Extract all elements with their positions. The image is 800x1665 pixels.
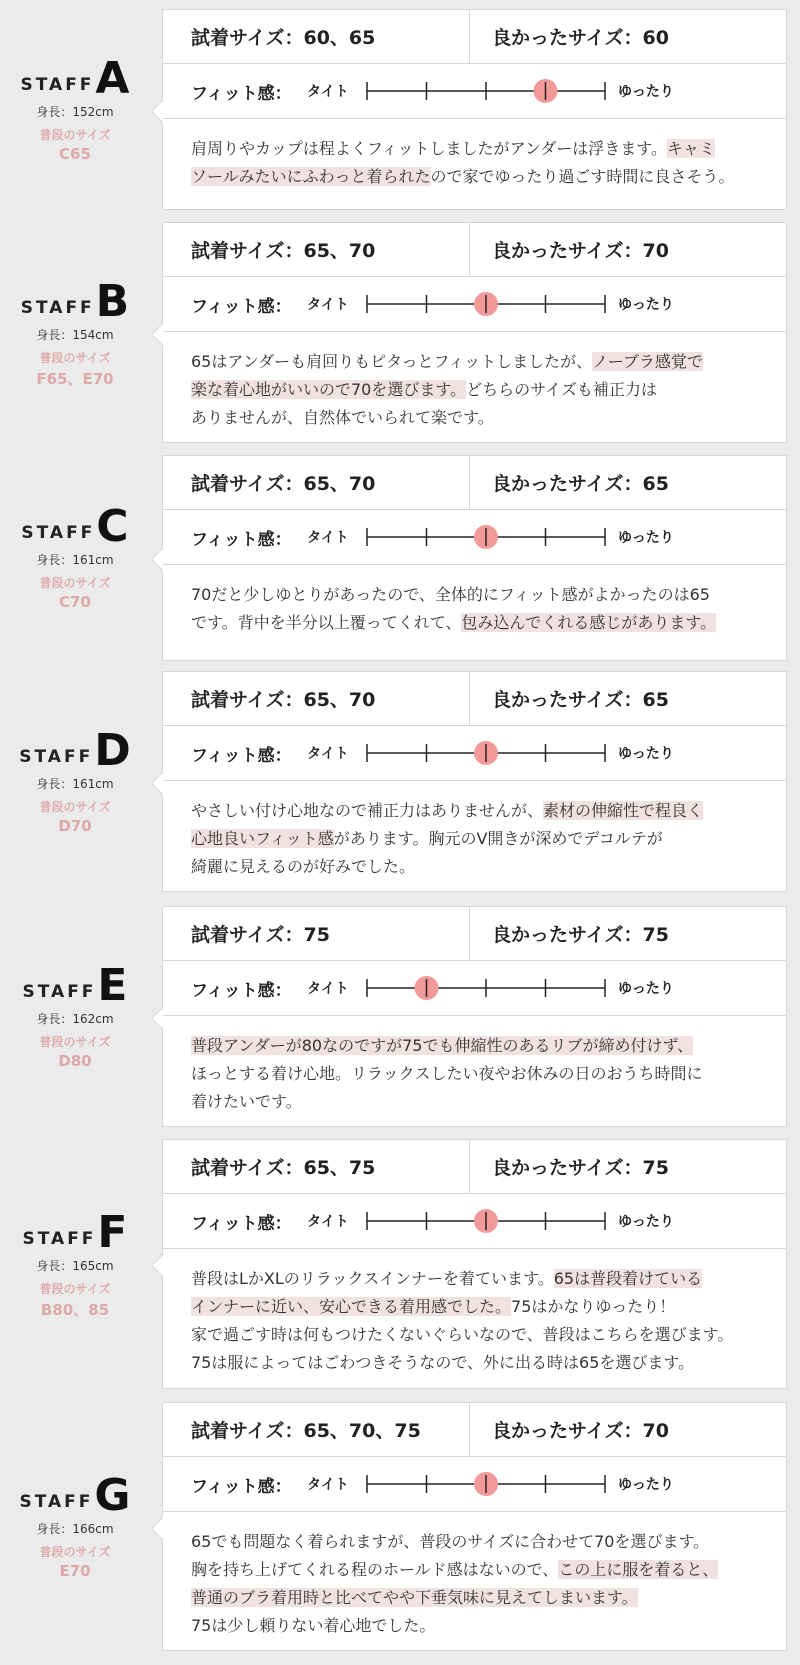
comment-line	[191, 1293, 764, 1321]
staff-info	[0, 959, 150, 1070]
staff-info	[0, 275, 150, 389]
staff-letter: F	[97, 1207, 128, 1258]
fit-right-label: ゆったり	[618, 84, 674, 100]
usual-size-value: E70	[59, 1561, 91, 1580]
fit-label: フィット感：	[191, 981, 292, 1001]
fit-right-label: ゆったり	[618, 1477, 674, 1493]
comment-line	[191, 1088, 764, 1116]
staff-title	[0, 275, 150, 327]
staff-info	[0, 52, 150, 163]
staff-height: 身長：152cm	[36, 104, 114, 119]
fit-row	[163, 1457, 786, 1512]
staff-title	[0, 52, 150, 104]
review-comment	[163, 1512, 786, 1654]
best-size: 良かったサイズ：65	[492, 473, 669, 495]
review-card	[162, 9, 787, 210]
comment-highlight: 普段アンダーが80なのですが75でも伸縮性のあるリブが締め付けず、	[191, 1036, 694, 1055]
comment-line	[191, 1060, 764, 1088]
tried-size: 試着サイズ：75	[163, 907, 470, 960]
comment-line	[191, 135, 764, 163]
size-row	[163, 1403, 786, 1457]
comment-text: 綺麗に見えるのが好みでした。	[191, 857, 416, 876]
staff-word: STAFF	[19, 1491, 94, 1512]
staff-row	[0, 1139, 800, 1389]
tried-size: 試着サイズ：65、75	[163, 1140, 470, 1193]
staff-letter: D	[94, 724, 131, 776]
comment-highlight: ソールみたいにふわっと着られた	[191, 167, 431, 186]
comment-line	[191, 1612, 764, 1640]
staff-word: STAFF	[20, 297, 95, 318]
staff-letter: C	[96, 501, 129, 552]
staff-row	[0, 222, 800, 443]
fit-left-label: タイト	[307, 530, 349, 546]
staff-title	[0, 501, 150, 552]
comment-line	[191, 1032, 764, 1060]
size-row	[163, 456, 786, 510]
fit-row	[163, 726, 786, 781]
comment-text: どちらのサイズも補正力は	[466, 380, 657, 399]
fit-row	[163, 961, 786, 1016]
staff-title	[0, 1207, 150, 1258]
comment-line	[191, 1349, 764, 1377]
best-size: 良かったサイズ：75	[492, 924, 669, 946]
comment-text: 胸を持ち上げてくれる程のホールド感はないので、	[191, 1560, 559, 1579]
comment-line	[191, 853, 764, 881]
staff-row	[0, 455, 800, 661]
review-card	[162, 222, 787, 443]
comment-text: 75は服によってはごわつきそうなので、外に出る時は65を選びます。	[191, 1353, 695, 1372]
comment-highlight: この上に服を着ると、	[558, 1560, 719, 1579]
staff-row	[0, 1402, 800, 1651]
comment-line	[191, 825, 764, 853]
comment-text: があります。胸元のV開きが深めでデコルテが	[333, 829, 663, 848]
fit-right-label: ゆったり	[618, 981, 674, 997]
staff-height: 身長：166cm	[36, 1521, 114, 1536]
comment-text: 普段はLかXLのリラックスインナーを着ています。	[191, 1269, 554, 1288]
comment-text: です。背中を半分以上覆ってくれて、	[191, 613, 462, 632]
comment-highlight: ノーブラ感覚で	[592, 352, 703, 371]
comment-line	[191, 797, 764, 825]
comment-highlight: 普通のブラ着用時と比べてやや下垂気味に見えてしまいます。	[191, 1588, 638, 1607]
comment-line	[191, 163, 764, 191]
tried-size: 試着サイズ：65、70	[163, 672, 470, 725]
fit-label: フィット感：	[191, 530, 292, 550]
comment-highlight: 65は普段着けている	[553, 1269, 703, 1288]
fit-label: フィット感：	[191, 746, 292, 766]
usual-size-value: C70	[59, 593, 91, 612]
fit-scale	[365, 522, 609, 552]
fit-row	[163, 510, 786, 565]
staff-height: 身長：165cm	[36, 1259, 114, 1274]
review-card	[162, 1402, 787, 1651]
fit-label: フィット感：	[191, 1214, 292, 1234]
comment-text: 65はアンダーも肩回りもピタっとフィットしましたが、	[191, 352, 593, 371]
usual-size-label: 普段のサイズ	[39, 127, 111, 142]
staff-letter: B	[95, 275, 130, 327]
comment-text: 75はかなりゆったり！	[511, 1297, 676, 1316]
size-row	[163, 1140, 786, 1194]
comment-highlight: 包み込んでくれる感じがあります。	[461, 613, 717, 632]
usual-size-value: D70	[58, 816, 92, 835]
usual-size-value: C65	[59, 144, 91, 163]
tried-size: 試着サイズ：60、65	[163, 10, 470, 63]
fit-left-label: タイト	[307, 981, 349, 997]
comment-text: 75は少し頼りない着心地でした。	[191, 1616, 436, 1635]
review-comment	[163, 781, 786, 895]
staff-row	[0, 671, 800, 892]
usual-size-label: 普段のサイズ	[39, 799, 111, 814]
fit-label: フィット感：	[191, 84, 292, 104]
usual-size-label: 普段のサイズ	[39, 1034, 111, 1049]
fit-right-label: ゆったり	[618, 297, 674, 313]
comment-line	[191, 404, 764, 432]
review-comment	[163, 1249, 786, 1391]
review-comment	[163, 565, 786, 651]
comment-highlight: インナーに近い、安心できる着用感でした。	[191, 1297, 512, 1316]
staff-info	[0, 501, 150, 612]
comment-line	[191, 1528, 764, 1556]
comment-text: 70だと少しゆとりがあったので、全体的にフィット感がよかったのは65	[191, 585, 710, 604]
comment-highlight: 心地良いフィット感	[191, 829, 334, 848]
fit-left-label: タイト	[307, 84, 349, 100]
best-size: 良かったサイズ：70	[492, 1420, 669, 1442]
usual-size-value: F65、E70	[36, 369, 114, 388]
fit-row	[163, 1194, 786, 1249]
usual-size-label: 普段のサイズ	[39, 576, 111, 591]
comment-text: 家で過ごす時は何もつけたくないぐらいなので、普段はこちらを選びます。	[191, 1325, 734, 1344]
comment-text: ほっとする着け心地。リラックスしたい夜やお休みの日のおうち時間に	[191, 1064, 703, 1083]
usual-size-value: D80	[58, 1051, 92, 1070]
staff-word: STAFF	[19, 746, 94, 767]
fit-row	[163, 277, 786, 332]
fit-left-label: タイト	[307, 1477, 349, 1493]
staff-title	[0, 959, 150, 1011]
comment-text: 着けたいです。	[191, 1092, 302, 1111]
fit-right-label: ゆったり	[618, 746, 674, 762]
staff-letter: E	[97, 959, 128, 1011]
fit-left-label: タイト	[307, 297, 349, 313]
size-row	[163, 907, 786, 961]
staff-row	[0, 9, 800, 210]
fit-scale	[365, 1206, 609, 1236]
review-comment	[163, 332, 786, 446]
staff-height: 身長：162cm	[36, 1011, 114, 1026]
size-row	[163, 672, 786, 726]
comment-line	[191, 376, 764, 404]
comment-text: ので家でゆったり過ごす時間に良さそう。	[430, 167, 735, 186]
best-size: 良かったサイズ：75	[492, 1157, 669, 1179]
size-row	[163, 10, 786, 64]
comment-line	[191, 1584, 764, 1612]
staff-row	[0, 906, 800, 1127]
tried-size: 試着サイズ：65、70、75	[163, 1403, 470, 1456]
best-size: 良かったサイズ：60	[492, 27, 669, 49]
staff-title	[0, 1469, 150, 1521]
staff-word: STAFF	[22, 1229, 97, 1250]
fit-left-label: タイト	[307, 1214, 349, 1230]
staff-word: STAFF	[22, 981, 97, 1002]
review-card	[162, 671, 787, 892]
comment-line	[191, 581, 764, 609]
comment-line	[191, 1321, 764, 1349]
comment-text: 肩周りやカップは程よくフィットしましたがアンダーは浮きます。	[191, 139, 668, 158]
review-card	[162, 455, 787, 661]
staff-height: 身長：154cm	[36, 327, 114, 342]
fit-label: フィット感：	[191, 297, 292, 317]
staff-letter: A	[95, 52, 130, 104]
fit-left-label: タイト	[307, 746, 349, 762]
tried-size: 試着サイズ：65、70	[163, 223, 470, 276]
usual-size-value: B80、85	[40, 1301, 110, 1320]
comment-text: 65でも問題なく着られますが、普段のサイズに合わせて70を選びます。	[191, 1532, 710, 1551]
fit-row	[163, 64, 786, 119]
review-card	[162, 1139, 787, 1389]
fit-scale	[365, 289, 609, 319]
staff-info	[0, 724, 150, 835]
size-row	[163, 223, 786, 277]
comment-text: やさしい付け心地なので補正力はありませんが、	[191, 801, 544, 820]
fit-scale	[365, 973, 609, 1003]
review-card	[162, 906, 787, 1127]
review-comment	[163, 119, 786, 205]
staff-height: 身長：161cm	[36, 553, 114, 568]
comment-text: ありませんが、自然体でいられて楽です。	[191, 408, 494, 427]
usual-size-label: 普段のサイズ	[39, 350, 111, 365]
fit-right-label: ゆったり	[618, 1214, 674, 1230]
comment-line	[191, 348, 764, 376]
usual-size-label: 普段のサイズ	[39, 1544, 111, 1559]
staff-word: STAFF	[20, 74, 95, 95]
best-size: 良かったサイズ：65	[492, 689, 669, 711]
comment-line	[191, 1265, 764, 1293]
comment-highlight: キャミ	[667, 139, 716, 158]
fit-scale	[365, 738, 609, 768]
usual-size-label: 普段のサイズ	[39, 1282, 111, 1297]
comment-line	[191, 1556, 764, 1584]
comment-highlight: 楽な着心地がいいので70を選びます。	[191, 380, 467, 399]
comment-highlight: 素材の伸縮性で程良く	[543, 801, 704, 820]
staff-info	[0, 1207, 150, 1320]
staff-height: 身長：161cm	[36, 776, 114, 791]
fit-label: フィット感：	[191, 1477, 292, 1497]
staff-title	[0, 724, 150, 776]
fit-scale	[365, 1469, 609, 1499]
best-size: 良かったサイズ：70	[492, 240, 669, 262]
staff-info	[0, 1469, 150, 1580]
staff-word: STAFF	[21, 523, 96, 544]
fit-right-label: ゆったり	[618, 530, 674, 546]
staff-letter: G	[94, 1469, 131, 1521]
tried-size: 試着サイズ：65、70	[163, 456, 470, 509]
review-comment	[163, 1016, 786, 1130]
fit-scale	[365, 76, 609, 106]
comment-line	[191, 609, 764, 637]
